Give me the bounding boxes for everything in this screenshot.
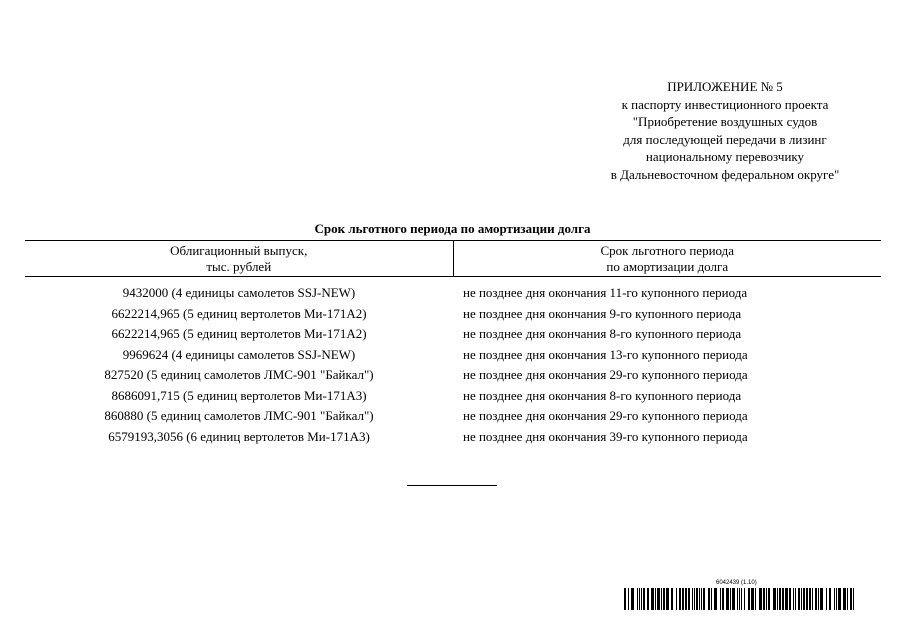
bond-issue-cell: 860880 (5 единиц самолетов ЛМС-901 "Байкал") — [104, 408, 374, 423]
barcode-label: 6042439 (1.10) — [716, 580, 757, 586]
appendix-title: ПРИЛОЖЕНИЕ № 5 — [667, 79, 783, 94]
grace-period-cell: не позднее дня окончания 8-го купонного периода — [463, 387, 742, 403]
grace-period-cell: не позднее дня окончания 8-го купонного периода — [463, 326, 742, 341]
grace-period-cell: не позднее дня окончания 39-го купонного периода — [463, 428, 748, 444]
header-bond-issue-unit: тыс. рублей — [206, 259, 272, 274]
bond-issue-cell: 9432000 (4 единицы самолетов SSJ-NEW) — [122, 285, 356, 300]
grace-period-cell: не позднее дня окончания 29-го купонного периода — [463, 367, 748, 382]
grace-period-cell: не позднее дня окончания 13-го купонного периода — [463, 346, 748, 362]
grace-period-table — [25, 240, 881, 447]
table-title: Срок льготного периода по амортизации долга — [314, 221, 591, 236]
bond-issue-cell: 827520 (5 единиц самолетов ЛМС-901 "Байкал") — [104, 367, 374, 382]
appendix-line: к паспорту инвестиционного проекта — [621, 96, 829, 112]
table-row — [25, 277, 881, 304]
barcode-icon — [624, 588, 854, 610]
end-of-document-rule — [407, 485, 497, 486]
table-row — [25, 365, 881, 386]
grace-period-cell: не позднее дня окончания 29-го купонного периода — [463, 408, 748, 423]
table-row — [25, 345, 881, 366]
table-row — [25, 406, 881, 427]
bond-issue-cell: 6622214,965 (5 единиц вертолетов Ми-171А2) — [111, 305, 367, 321]
header-grace-period-line: Срок льготного периода — [600, 243, 735, 258]
appendix-line: "Приобретение воздушных судов — [632, 114, 818, 129]
table-header-row — [25, 241, 881, 277]
header-grace-period-line: по амортизации долга — [606, 259, 729, 274]
appendix-line: в Дальневосточном федеральном округе" — [610, 166, 840, 182]
table-row — [25, 304, 881, 325]
table-row — [25, 427, 881, 448]
grace-period-cell: не позднее дня окончания 9-го купонного периода — [463, 305, 742, 321]
appendix-header — [560, 78, 890, 183]
header-bond-issue-line: Облигационный выпуск, — [170, 243, 308, 258]
appendix-line: для последующей передачи в лизинг — [623, 131, 827, 147]
header-grace-period — [453, 241, 881, 277]
bond-issue-cell: 6579193,3056 (6 единиц вертолетов Ми-171А3) — [108, 428, 370, 444]
grace-period-table-container — [25, 240, 881, 447]
bond-issue-cell: 6622214,965 (5 единиц вертолетов Ми-171А2) — [111, 326, 367, 341]
header-bond-issue — [25, 241, 453, 277]
appendix-line: национальному перевозчику — [645, 149, 805, 164]
bond-issue-cell: 8686091,715 (5 единиц вертолетов Ми-171А3) — [111, 387, 367, 403]
table-row — [25, 324, 881, 345]
grace-period-cell: не позднее дня окончания 11-го купонного периода — [463, 285, 748, 300]
bond-issue-cell: 9969624 (4 единицы самолетов SSJ-NEW) — [122, 346, 356, 362]
table-row — [25, 386, 881, 407]
